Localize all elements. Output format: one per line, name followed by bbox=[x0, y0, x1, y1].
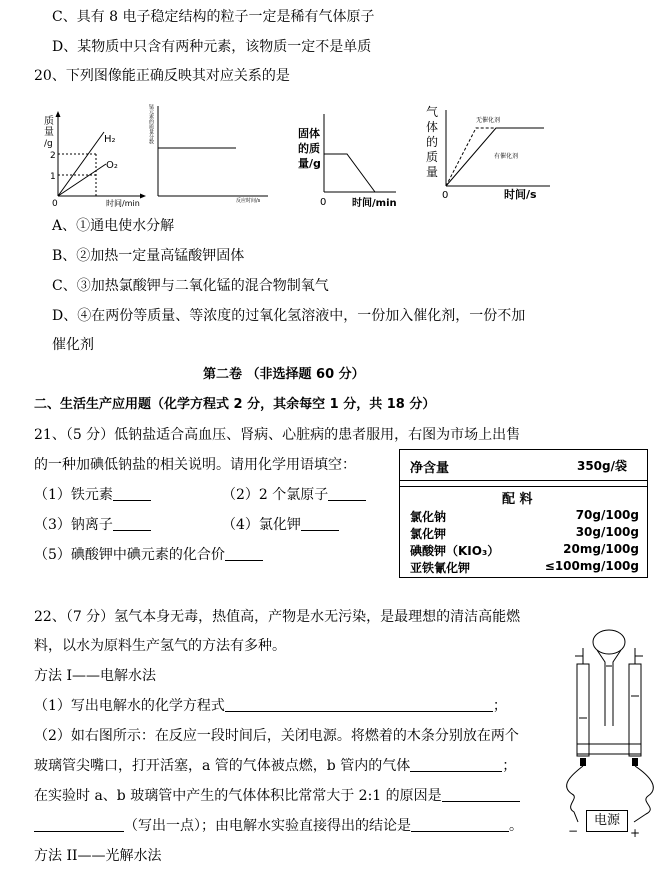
q21-item-4-text: （4）氯化钾 bbox=[222, 517, 301, 533]
q22-part-2-line2 bbox=[34, 757, 516, 775]
q22-part-2-line1: （2）如右图所示：在反应一段时间后，关闭电源。将燃着的木条分别放在两个 bbox=[34, 728, 519, 744]
salt-row-key: 氯化钠 bbox=[410, 510, 447, 524]
chart4-label-no-catalyst: 无催化剂 bbox=[476, 117, 501, 124]
q22-part-2-line4-text: （写出一点）；由电解水实验直接得出的结论是 bbox=[124, 818, 411, 834]
q22-part-1-end: ； bbox=[492, 698, 507, 714]
salt-row-value: 20mg/100g bbox=[563, 542, 639, 556]
salt-ingredients-header: 配 料 bbox=[502, 492, 533, 507]
q22-blank-reason-cont[interactable] bbox=[34, 817, 124, 832]
q20-stem: 20、下列图像能正确反映其对应关系的是 bbox=[34, 68, 290, 84]
q22-blank-equation[interactable] bbox=[225, 697, 493, 712]
salt-net-key: 净含量 bbox=[410, 461, 450, 476]
part2-title: 第二卷 （非选择题 60 分） bbox=[203, 367, 365, 382]
q21-item-4 bbox=[222, 516, 339, 534]
chart4-ylabel-2: 体 bbox=[426, 120, 439, 134]
salt-row bbox=[410, 525, 639, 541]
salt-row bbox=[410, 542, 639, 558]
q22-part-2-line2-text: 玻璃管尖嘴口，打开活塞，a 管的气体被点燃，b 管内的气体 bbox=[34, 758, 411, 774]
psu-minus: − bbox=[568, 824, 579, 838]
chart1-xlabel: 时间/min bbox=[106, 199, 140, 208]
chart-3-solid-mass bbox=[296, 110, 406, 210]
q20-option-d-line1: D、④在两份等质量、等浓度的过氧化氢溶液中，一份加入催化剂，一份不加 bbox=[52, 308, 526, 324]
q21-item-3 bbox=[34, 516, 151, 534]
chart1-label-o2: O₂ bbox=[106, 160, 118, 171]
chart4-ylabel-5: 量 bbox=[426, 165, 439, 179]
q19-option-c: C、具有 8 电子稳定结构的粒子一定是稀有气体原子 bbox=[52, 9, 375, 25]
q21-blank-2[interactable] bbox=[328, 486, 366, 501]
salt-row-key: 碘酸钾（KIO₃） bbox=[410, 544, 500, 558]
q21-item-2-text: （2）2 个氯原子 bbox=[222, 487, 329, 503]
chart3-series-line bbox=[324, 154, 375, 192]
salt-row bbox=[410, 508, 639, 524]
q22-stem-line1: 22、（7 分）氢气本身无毒，热值高，产物是水无污染，是最理想的清洁高能燃 bbox=[34, 609, 521, 625]
q22-part-1 bbox=[34, 697, 507, 715]
chart-4-catalyst bbox=[424, 100, 554, 206]
chart1-ylabel-1: 质 bbox=[44, 116, 54, 127]
chart4-ylabel-4: 质 bbox=[426, 150, 439, 164]
chart1-series-h2 bbox=[58, 132, 104, 196]
q22-blank-conclusion[interactable] bbox=[411, 817, 509, 832]
q22-method-2: 方法 II——光解水法 bbox=[34, 848, 162, 864]
q21-blank-5[interactable] bbox=[225, 546, 263, 561]
salt-row bbox=[410, 559, 639, 575]
part2-section-heading: 二、生活生产应用题（化学方程式 2 分，其余每空 1 分，共 18 分） bbox=[34, 397, 436, 412]
chart1-tick-1: 1 bbox=[50, 172, 56, 182]
chart4-label-with-catalyst: 有催化剂 bbox=[494, 153, 519, 160]
chart3-ylabel-1: 固体 bbox=[298, 127, 320, 140]
salt-row-key: 氯化钾 bbox=[410, 527, 447, 541]
chart3-origin: 0 bbox=[320, 197, 327, 208]
salt-row-value: ≤100mg/100g bbox=[544, 559, 639, 573]
salt-row-value: 70g/100g bbox=[575, 508, 639, 522]
salt-label-box bbox=[399, 449, 648, 578]
chart3-ylabel-3: 量/g bbox=[298, 157, 321, 170]
q20-option-d-line2: 催化剂 bbox=[52, 337, 94, 353]
q22-part-2-line4-end: 。 bbox=[509, 818, 523, 834]
q22-part-1-text: （1）写出电解水的化学方程式 bbox=[34, 698, 225, 714]
q21-blank-4[interactable] bbox=[301, 516, 339, 531]
q20-option-b: B、②加热一定量高锰酸钾固体 bbox=[52, 248, 245, 264]
chart1-tick-2: 2 bbox=[50, 151, 56, 161]
q21-item-1 bbox=[34, 486, 151, 504]
q22-blank-reason[interactable] bbox=[442, 787, 520, 802]
chart4-ylabel-3: 的 bbox=[426, 135, 439, 149]
chart-2-permanganate bbox=[142, 100, 272, 206]
chart4-origin: 0 bbox=[442, 190, 449, 201]
chart1-ylabel-2: 量 bbox=[44, 127, 54, 138]
salt-divider bbox=[400, 480, 647, 487]
chart2-xlabel: 反应时间/s bbox=[236, 198, 261, 204]
q21-item-2 bbox=[222, 486, 366, 504]
q21-item-5-text: （5）碘酸钾中碘元素的化合价 bbox=[34, 547, 225, 563]
q22-stem-line2: 料，以水为原料生产氢气的方法有多种。 bbox=[34, 638, 286, 654]
q21-item-1-text: （1）铁元素 bbox=[34, 487, 113, 503]
chart1-origin: 0 bbox=[52, 199, 58, 208]
chart-1-electrolysis bbox=[38, 108, 150, 208]
chart1-series-o2 bbox=[58, 164, 106, 196]
power-supply: 电源 bbox=[586, 810, 628, 832]
chart1-label-h2: H₂ bbox=[104, 134, 116, 145]
salt-row-value: 30g/100g bbox=[575, 525, 639, 539]
chart2-ylabel: 锰元素的质量分数 bbox=[148, 104, 154, 144]
q22-part-2-line3-text: 在实验时 a、b 玻璃管中产生的气体体积比常常大于 2:1 的原因是 bbox=[34, 788, 442, 804]
salt-net-value: 350g/袋 bbox=[576, 459, 627, 473]
q22-blank-gas-b[interactable] bbox=[410, 757, 502, 772]
q21-item-3-text: （3）钠离子 bbox=[34, 517, 113, 533]
q20-option-a: A、①通电使水分解 bbox=[52, 218, 175, 234]
psu-plus: + bbox=[630, 826, 641, 840]
q21-blank-1[interactable] bbox=[113, 486, 151, 501]
q22-part-2-line3 bbox=[34, 787, 520, 805]
chart3-xlabel: 时间/min bbox=[352, 198, 397, 209]
q21-blank-3[interactable] bbox=[113, 516, 151, 531]
q19-option-d: D、某物质中只含有两种元素，该物质一定不是单质 bbox=[52, 39, 372, 55]
q21-item-5 bbox=[34, 546, 263, 564]
salt-net-row bbox=[400, 450, 647, 481]
chart4-xlabel: 时间/s bbox=[504, 188, 537, 201]
q21-stem-line2: 的一种加碘低钠盐的相关说明。请用化学用语填空： bbox=[34, 457, 356, 473]
chart3-ylabel-2: 的质 bbox=[298, 142, 320, 155]
q22-part-2-line4 bbox=[34, 817, 523, 835]
q21-stem-line1: 21、（5 分）低钠盐适合高血压、肾病、心脏病的患者服用，右图为市场上出售 bbox=[34, 427, 521, 443]
q22-part-2-line2-end: ； bbox=[502, 758, 517, 774]
q20-option-c: C、③加热氯酸钾与二氧化锰的混合物制氧气 bbox=[52, 278, 329, 294]
salt-row-key: 亚铁氰化钾 bbox=[410, 561, 471, 575]
q22-method-1: 方法 I——电解水法 bbox=[34, 668, 156, 684]
chart1-ylabel-3: /g bbox=[44, 139, 53, 149]
chart4-ylabel-1: 气 bbox=[426, 105, 439, 119]
